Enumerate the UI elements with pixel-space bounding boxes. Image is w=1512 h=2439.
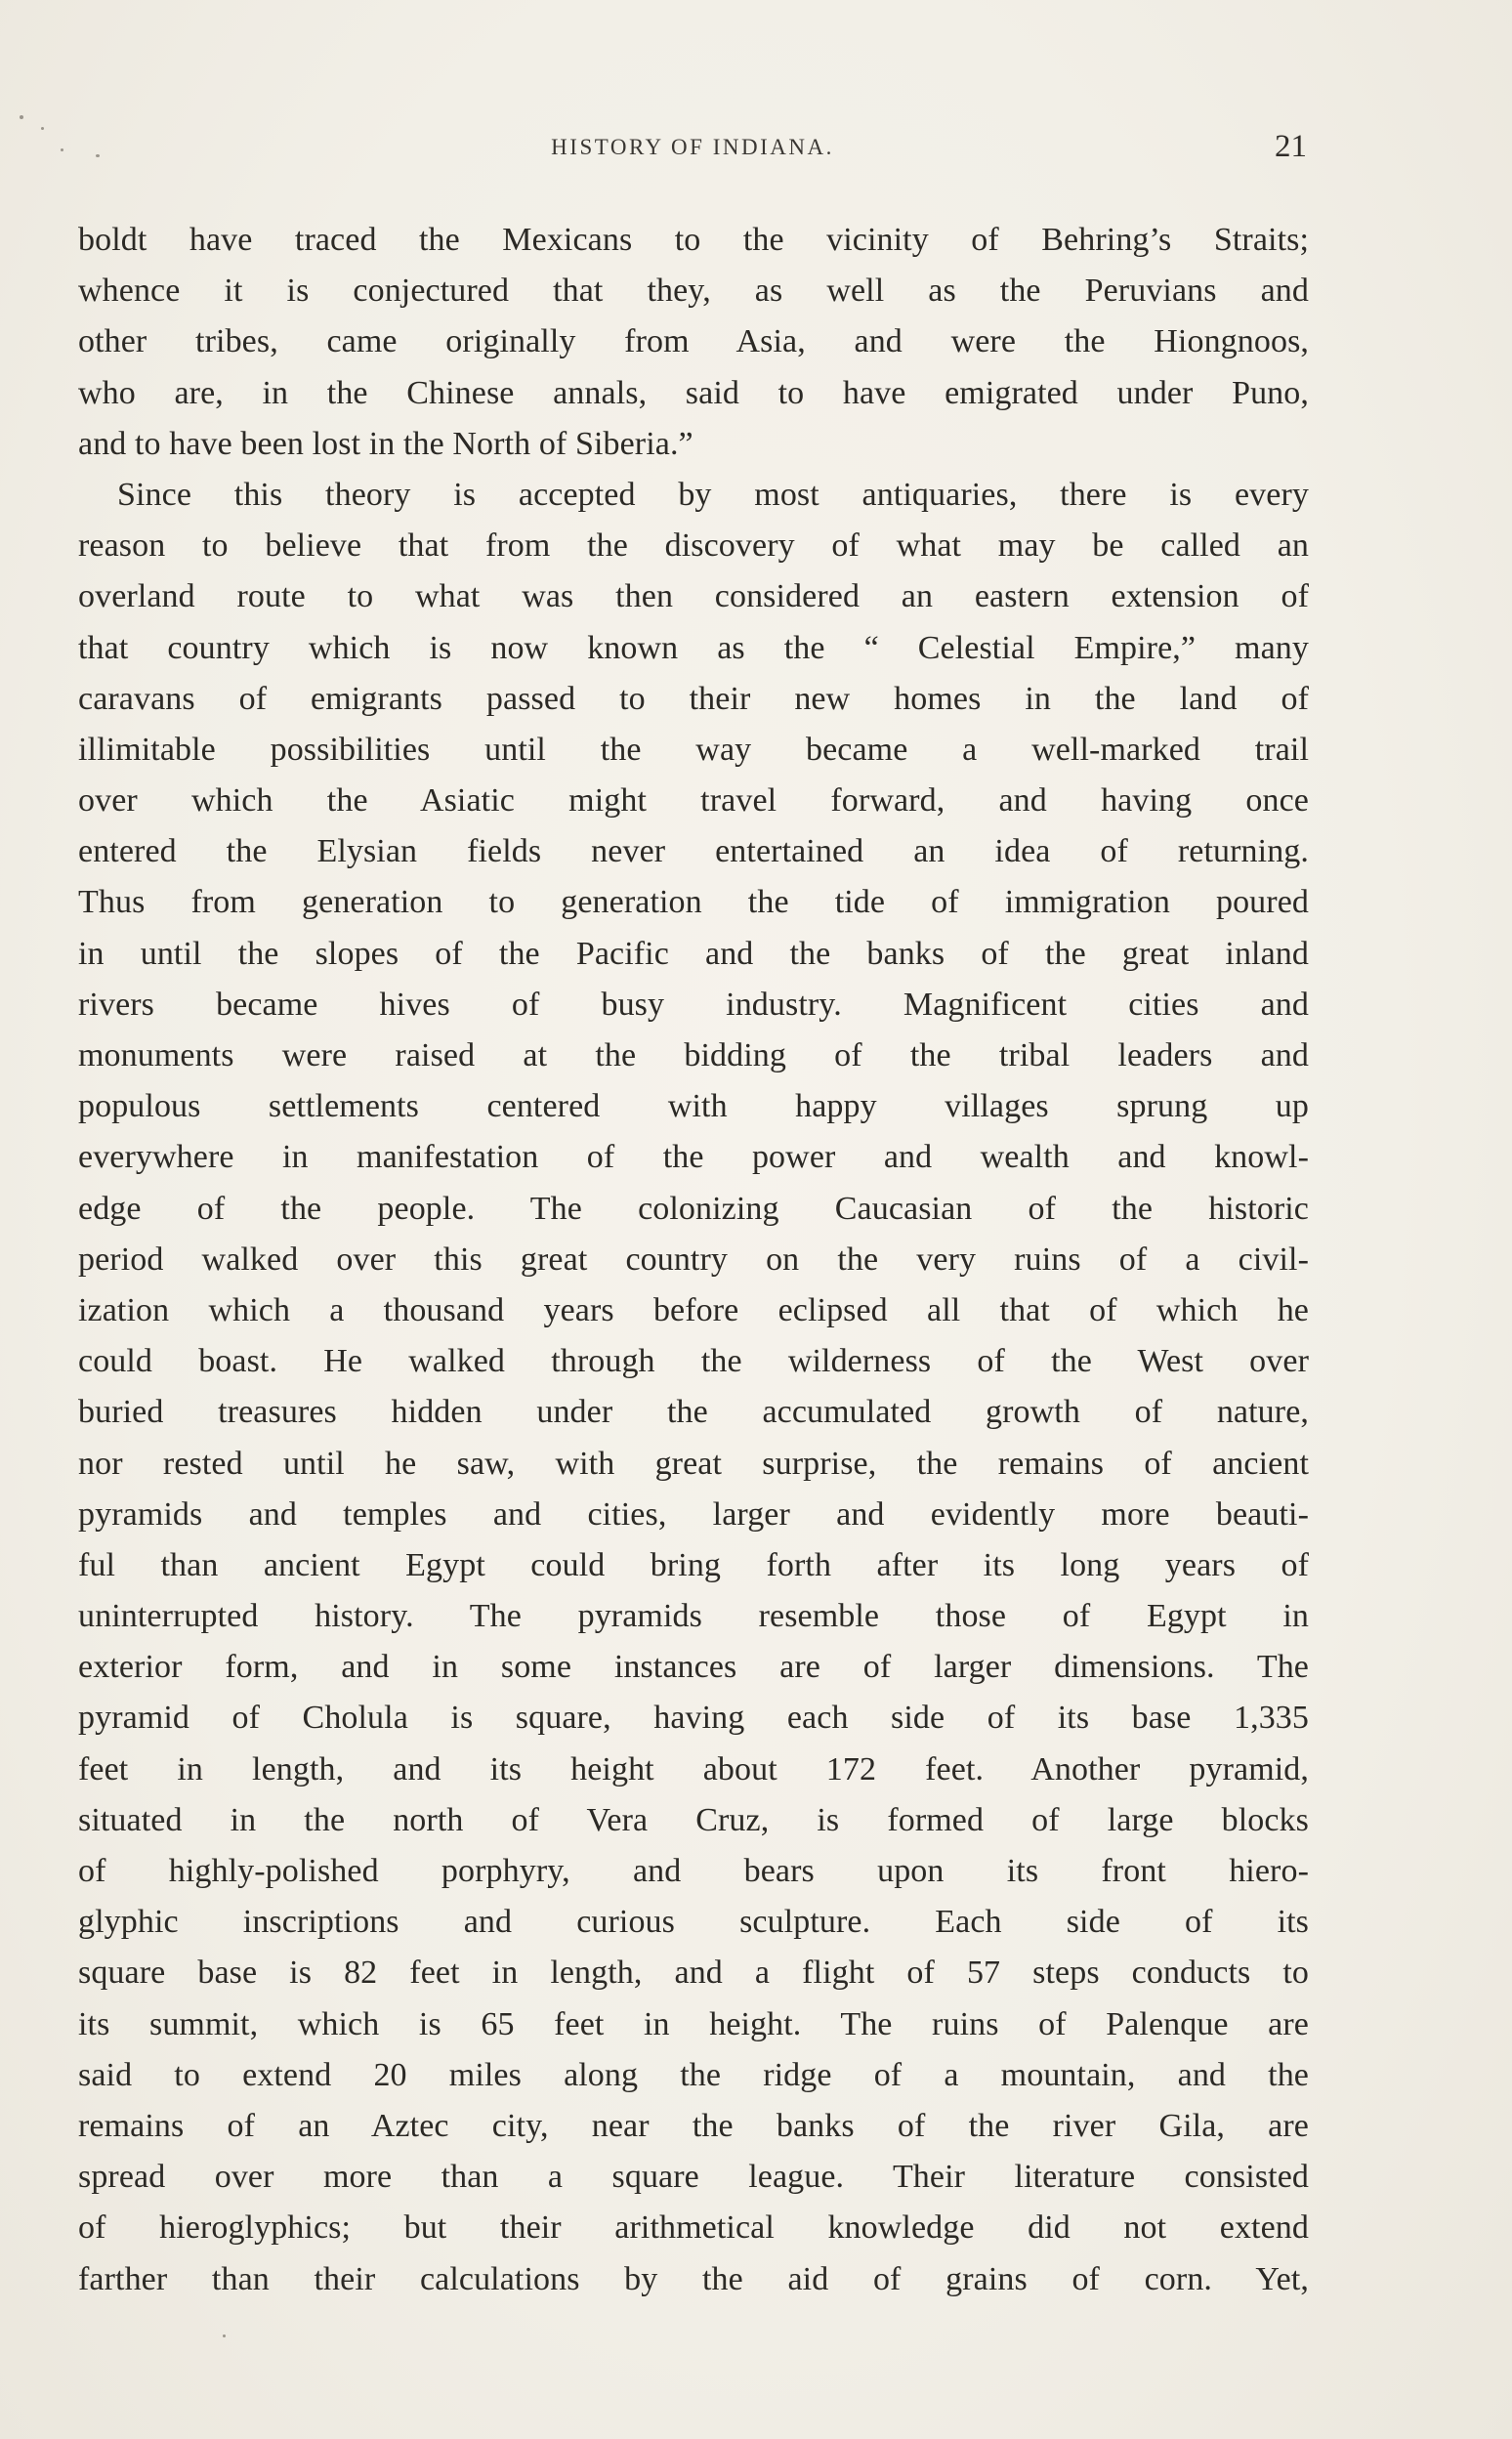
text-line: populous settlements centered with happy villages sprung up <box>78 1088 1309 1125</box>
margin-speck <box>223 2334 226 2337</box>
page-number: 21 <box>1275 129 1307 164</box>
page-header <box>78 129 1307 174</box>
text-line: Since this theory is accepted by most antiquaries, there is every <box>117 476 1309 513</box>
text-line: said to extend 20 miles along the ridge of a mountain, and the <box>78 2056 1309 2093</box>
margin-speck <box>20 115 23 119</box>
body-text <box>78 215 1309 2305</box>
text-line: pyramid of Cholula is square, having each side of its base 1,335 <box>78 1700 1309 1737</box>
text-line: buried treasures hidden under the accumulated growth of nature, <box>78 1394 1309 1431</box>
text-line: square base is 82 feet in length, and a flight of 57 steps conducts to <box>78 1955 1309 1992</box>
text-line: overland route to what was then considered an eastern extension of <box>78 578 1309 615</box>
text-line: ful than ancient Egypt could bring forth after its long years of <box>78 1546 1309 1583</box>
text-line: ization which a thousand years before eclipsed all that of which he <box>78 1291 1309 1328</box>
text-line: whence it is conjectured that they, as well as the Peruvians and <box>78 273 1309 310</box>
text-line: of highly-polished porphyry, and bears upon its front hiero- <box>78 1853 1309 1889</box>
text-line: caravans of emigrants passed to their new homes in the land of <box>78 680 1309 717</box>
text-line: pyramids and temples and cities, larger and evidently more beauti- <box>78 1495 1309 1533</box>
text-line: other tribes, came originally from Asia, and were the Hiongnoos, <box>78 323 1309 360</box>
text-line: in until the slopes of the Pacific and the banks of the great inland <box>78 935 1309 972</box>
text-line: farther than their calculations by the aid of grains of corn. Yet, <box>78 2260 1309 2297</box>
text-line: Thus from generation to generation the tide of immigration poured <box>78 884 1309 921</box>
text-line: feet in length, and its height about 172 feet. Another pyramid, <box>78 1750 1309 1787</box>
text-line: period walked over this great country on the very ruins of a civil- <box>78 1241 1309 1278</box>
text-line: of hieroglyphics; but their arithmetical knowledge did not extend <box>78 2209 1309 2247</box>
text-line: uninterrupted history. The pyramids resemble those of Egypt in <box>78 1598 1309 1635</box>
text-line: its summit, which is 65 feet in height. The ruins of Palenque are <box>78 2005 1309 2042</box>
text-line: situated in the north of Vera Cruz, is formed of large blocks <box>78 1801 1309 1838</box>
text-line: reason to believe that from the discovery of what may be called an <box>78 527 1309 565</box>
text-line: boldt have traced the Mexicans to the vicinity of Behring’s Straits; <box>78 222 1309 258</box>
text-line: monuments were raised at the bidding of the tribal leaders and <box>78 1037 1309 1073</box>
margin-speck <box>61 148 63 151</box>
text-line: nor rested until he saw, with great surprise, the remains of ancient <box>78 1445 1309 1482</box>
text-line: rivers became hives of busy industry. Magnificent cities and <box>78 986 1309 1023</box>
text-line: could boast. He walked through the wilderness of the West over <box>78 1343 1309 1380</box>
text-line: illimitable possibilities until the way became a well-marked trail <box>78 731 1309 768</box>
text-line: edge of the people. The colonizing Caucasian of the historic <box>78 1190 1309 1227</box>
text-line: that country which is now known as the “ Celestial Empire,” many <box>78 629 1309 666</box>
margin-speck <box>41 127 44 130</box>
text-line: exterior form, and in some instances are of larger dimensions. The <box>78 1649 1309 1686</box>
text-line: remains of an Aztec city, near the banks of the river Gila, are <box>78 2107 1309 2144</box>
text-line: entered the Elysian fields never entertained an idea of returning. <box>78 833 1309 870</box>
text-line: and to have been lost in the North of Siberia.” <box>78 425 693 462</box>
running-head: HISTORY OF INDIANA. <box>551 135 834 159</box>
text-line: glyphic inscriptions and curious sculpture. Each side of its <box>78 1904 1309 1941</box>
text-line: who are, in the Chinese annals, said to have emigrated under Puno, <box>78 374 1309 411</box>
text-line: over which the Asiatic might travel forward, and having once <box>78 782 1309 820</box>
text-line: everywhere in manifestation of the power and wealth and knowl- <box>78 1139 1309 1176</box>
text-line: spread over more than a square league. Their literature consisted <box>78 2159 1309 2196</box>
